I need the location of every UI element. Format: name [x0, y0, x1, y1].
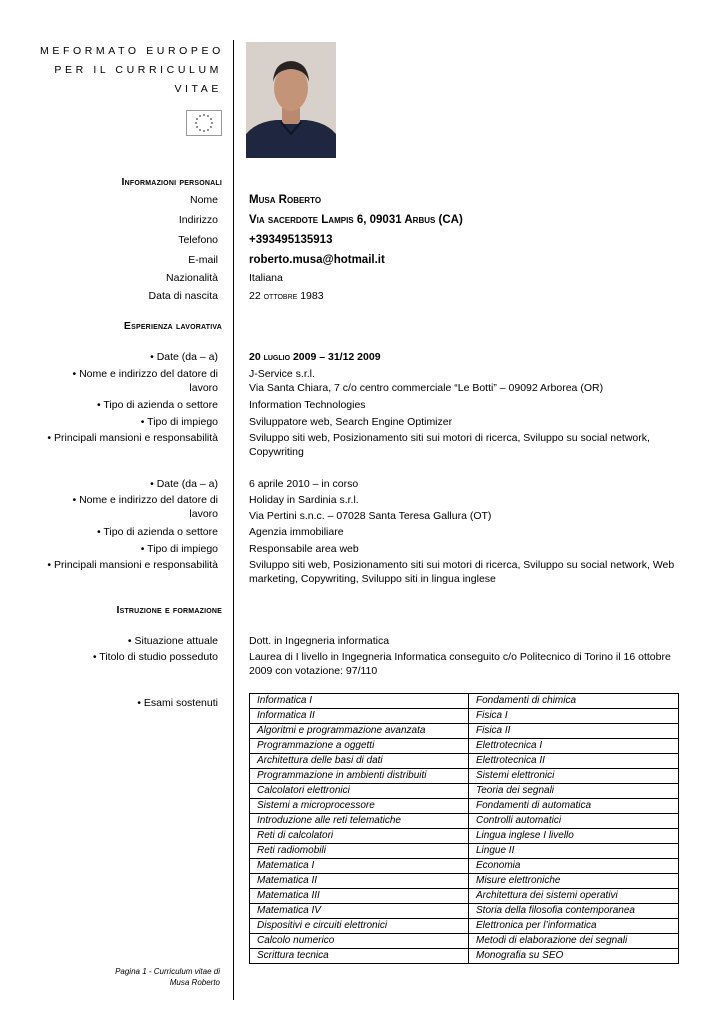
exam-cell: Controlli automatici — [469, 814, 679, 829]
address-value: Via sacerdote Lampis 6, 09031 Arbus (CA) — [249, 214, 463, 226]
degree-label: • Titolo di studio posseduto — [92, 651, 218, 663]
exam-cell: Lingue II — [469, 844, 679, 859]
exam-row — [250, 934, 679, 949]
job2-sector-value: Agenzia immobiliare — [249, 526, 344, 538]
job1-duties-label: • Principali mansioni e responsabilità — [47, 432, 218, 444]
exam-cell: Informatica I — [250, 694, 469, 709]
eu-flag-icon — [186, 110, 222, 136]
column-divider — [233, 40, 234, 1000]
email-label: E-mail — [188, 254, 218, 266]
job1-duties-value: Sviluppo siti web, Posizionamento siti sui motori di ricerca, Sviluppo su social network, Copywriting — [249, 432, 650, 458]
exam-cell: Fondamenti di chimica — [469, 694, 679, 709]
exam-row — [250, 724, 679, 739]
exam-row — [250, 859, 679, 874]
job1-dates-label: • Date (da – a) — [150, 351, 218, 363]
exam-row — [250, 784, 679, 799]
degree-value: Laurea di I livello in Ingegneria Informatica conseguito c/o Politecnico di Torino il 16 ottobre 2009 con votazione: 97/110 — [249, 651, 671, 677]
exam-cell: Architettura delle basi di dati — [250, 754, 469, 769]
job1-job-value: Sviluppatore web, Search Engine Optimizer — [249, 416, 453, 428]
cv-format-title-line2: PER IL CURRICULUM — [54, 64, 222, 76]
job1-dates-value: 20 luglio 2009 – 31/12 2009 — [249, 351, 381, 363]
exam-row — [250, 814, 679, 829]
cv-format-title — [40, 42, 222, 99]
job1-sector-value: Information Technologies — [249, 399, 366, 411]
cv-format-title-line1: MEFORMATO EUROPEO — [40, 45, 224, 57]
exam-cell: Programmazione a oggetti — [250, 739, 469, 754]
page-footer — [115, 966, 220, 988]
footer-line1: Pagina 1 - Curriculum vitae di — [115, 967, 220, 976]
exam-row — [250, 844, 679, 859]
exam-row — [250, 799, 679, 814]
job2-employer-label-2: lavoro — [189, 508, 218, 520]
exam-cell: Matematica IV — [250, 904, 469, 919]
exam-cell: Misure elettroniche — [469, 874, 679, 889]
exam-cell: Elettrotecnica II — [469, 754, 679, 769]
job1-address-value: Via Santa Chiara, 7 c/o centro commerciale “Le Botti” – 09092 Arborea (OR) — [249, 382, 604, 394]
exam-cell: Lingua inglese I livello — [469, 829, 679, 844]
section-title-experience: Esperienza lavorativa — [123, 320, 222, 332]
exam-cell: Introduzione alle reti telematiche — [250, 814, 469, 829]
exam-cell: Informatica II — [250, 709, 469, 724]
exam-row — [250, 694, 679, 709]
job2-employer-label-1: • Nome e indirizzo del datore di — [72, 494, 218, 506]
exam-row — [250, 904, 679, 919]
nationality-label: Nazionalità — [166, 272, 218, 284]
exam-cell: Calcolatori elettronici — [250, 784, 469, 799]
name-value: Musa Roberto — [249, 194, 322, 206]
profile-photo — [246, 42, 336, 158]
exam-cell: Programmazione in ambienti distribuiti — [250, 769, 469, 784]
job1-employer-value: J-Service s.r.l. — [249, 368, 315, 380]
exam-cell: Sistemi elettronici — [469, 769, 679, 784]
exam-cell: Fondamenti di automatica — [469, 799, 679, 814]
exam-row — [250, 874, 679, 889]
job2-employer-value: Holiday in Sardinia s.r.l. — [249, 494, 359, 506]
exam-cell: Fisica I — [469, 709, 679, 724]
exam-row — [250, 919, 679, 934]
job2-job-value: Responsabile area web — [249, 543, 359, 555]
exam-cell: Calcolo numerico — [250, 934, 469, 949]
birth-label: Data di nascita — [148, 290, 218, 302]
job1-job-label: • Tipo di impiego — [140, 416, 218, 428]
exam-cell: Reti radiomobili — [250, 844, 469, 859]
job2-dates-label: • Date (da – a) — [150, 478, 218, 490]
phone-value: +393495135913 — [249, 234, 333, 246]
phone-label: Telefono — [178, 234, 218, 246]
job2-dates-value: 6 aprile 2010 – in corso — [249, 478, 359, 490]
section-title-education: Istruzione e formazione — [116, 604, 222, 616]
exam-cell: Economia — [469, 859, 679, 874]
exam-row — [250, 754, 679, 769]
exam-cell: Algoritmi e programmazione avanzata — [250, 724, 469, 739]
exam-cell: Matematica II — [250, 874, 469, 889]
footer-line2: Musa Roberto — [169, 978, 220, 987]
job1-employer-label-2: lavoro — [189, 382, 218, 394]
exam-cell: Scrittura tecnica — [250, 949, 469, 964]
job2-address-value: Via Pertini s.n.c. – 07028 Santa Teresa Gallura (OT) — [249, 510, 492, 522]
job1-sector-label: • Tipo di azienda o settore — [96, 399, 218, 411]
exam-cell: Teoria dei segnali — [469, 784, 679, 799]
exam-cell: Fisica II — [469, 724, 679, 739]
exam-row — [250, 949, 679, 964]
exam-row — [250, 829, 679, 844]
nationality-value: Italiana — [249, 272, 283, 284]
exam-cell: Matematica I — [250, 859, 469, 874]
job2-sector-label: • Tipo di azienda o settore — [96, 526, 218, 538]
exams-label: • Esami sostenuti — [137, 697, 218, 709]
job2-duties-label: • Principali mansioni e responsabilità — [47, 559, 218, 571]
exam-cell: Architettura dei sistemi operativi — [469, 889, 679, 904]
email-value: roberto.musa@hotmail.it — [249, 254, 385, 266]
exams-table — [249, 693, 679, 964]
exam-cell: Metodi di elaborazione dei segnali — [469, 934, 679, 949]
exam-cell: Matematica III — [250, 889, 469, 904]
section-title-personal: Informazioni personali — [121, 176, 222, 188]
job2-job-label: • Tipo di impiego — [140, 543, 218, 555]
exam-row — [250, 739, 679, 754]
status-label: • Situazione attuale — [127, 635, 218, 647]
exam-cell: Sistemi a microprocessore — [250, 799, 469, 814]
exam-row — [250, 889, 679, 904]
address-label: Indirizzo — [178, 214, 218, 226]
exam-cell: Reti di calcolatori — [250, 829, 469, 844]
exam-cell: Elettrotecnica I — [469, 739, 679, 754]
cv-format-title-line3: VITAE — [174, 83, 222, 95]
exam-cell: Monografia su SEO — [469, 949, 679, 964]
status-value: Dott. in Ingegneria informatica — [249, 635, 390, 647]
exam-row — [250, 709, 679, 724]
job2-duties-value: Sviluppo siti web, Posizionamento siti sui motori di ricerca, Sviluppo su social network, Web marketing, Copywriting, Sviluppo siti in lingua inglese — [249, 559, 675, 585]
job1-employer-label-1: • Nome e indirizzo del datore di — [72, 368, 218, 380]
exam-row — [250, 769, 679, 784]
exam-cell: Storia della filosofia contemporanea — [469, 904, 679, 919]
exam-cell: Elettronica per l’informatica — [469, 919, 679, 934]
birth-value: 22 ottobre 1983 — [249, 290, 324, 302]
name-label: Nome — [189, 194, 218, 206]
exam-cell: Dispositivi e circuiti elettronici — [250, 919, 469, 934]
